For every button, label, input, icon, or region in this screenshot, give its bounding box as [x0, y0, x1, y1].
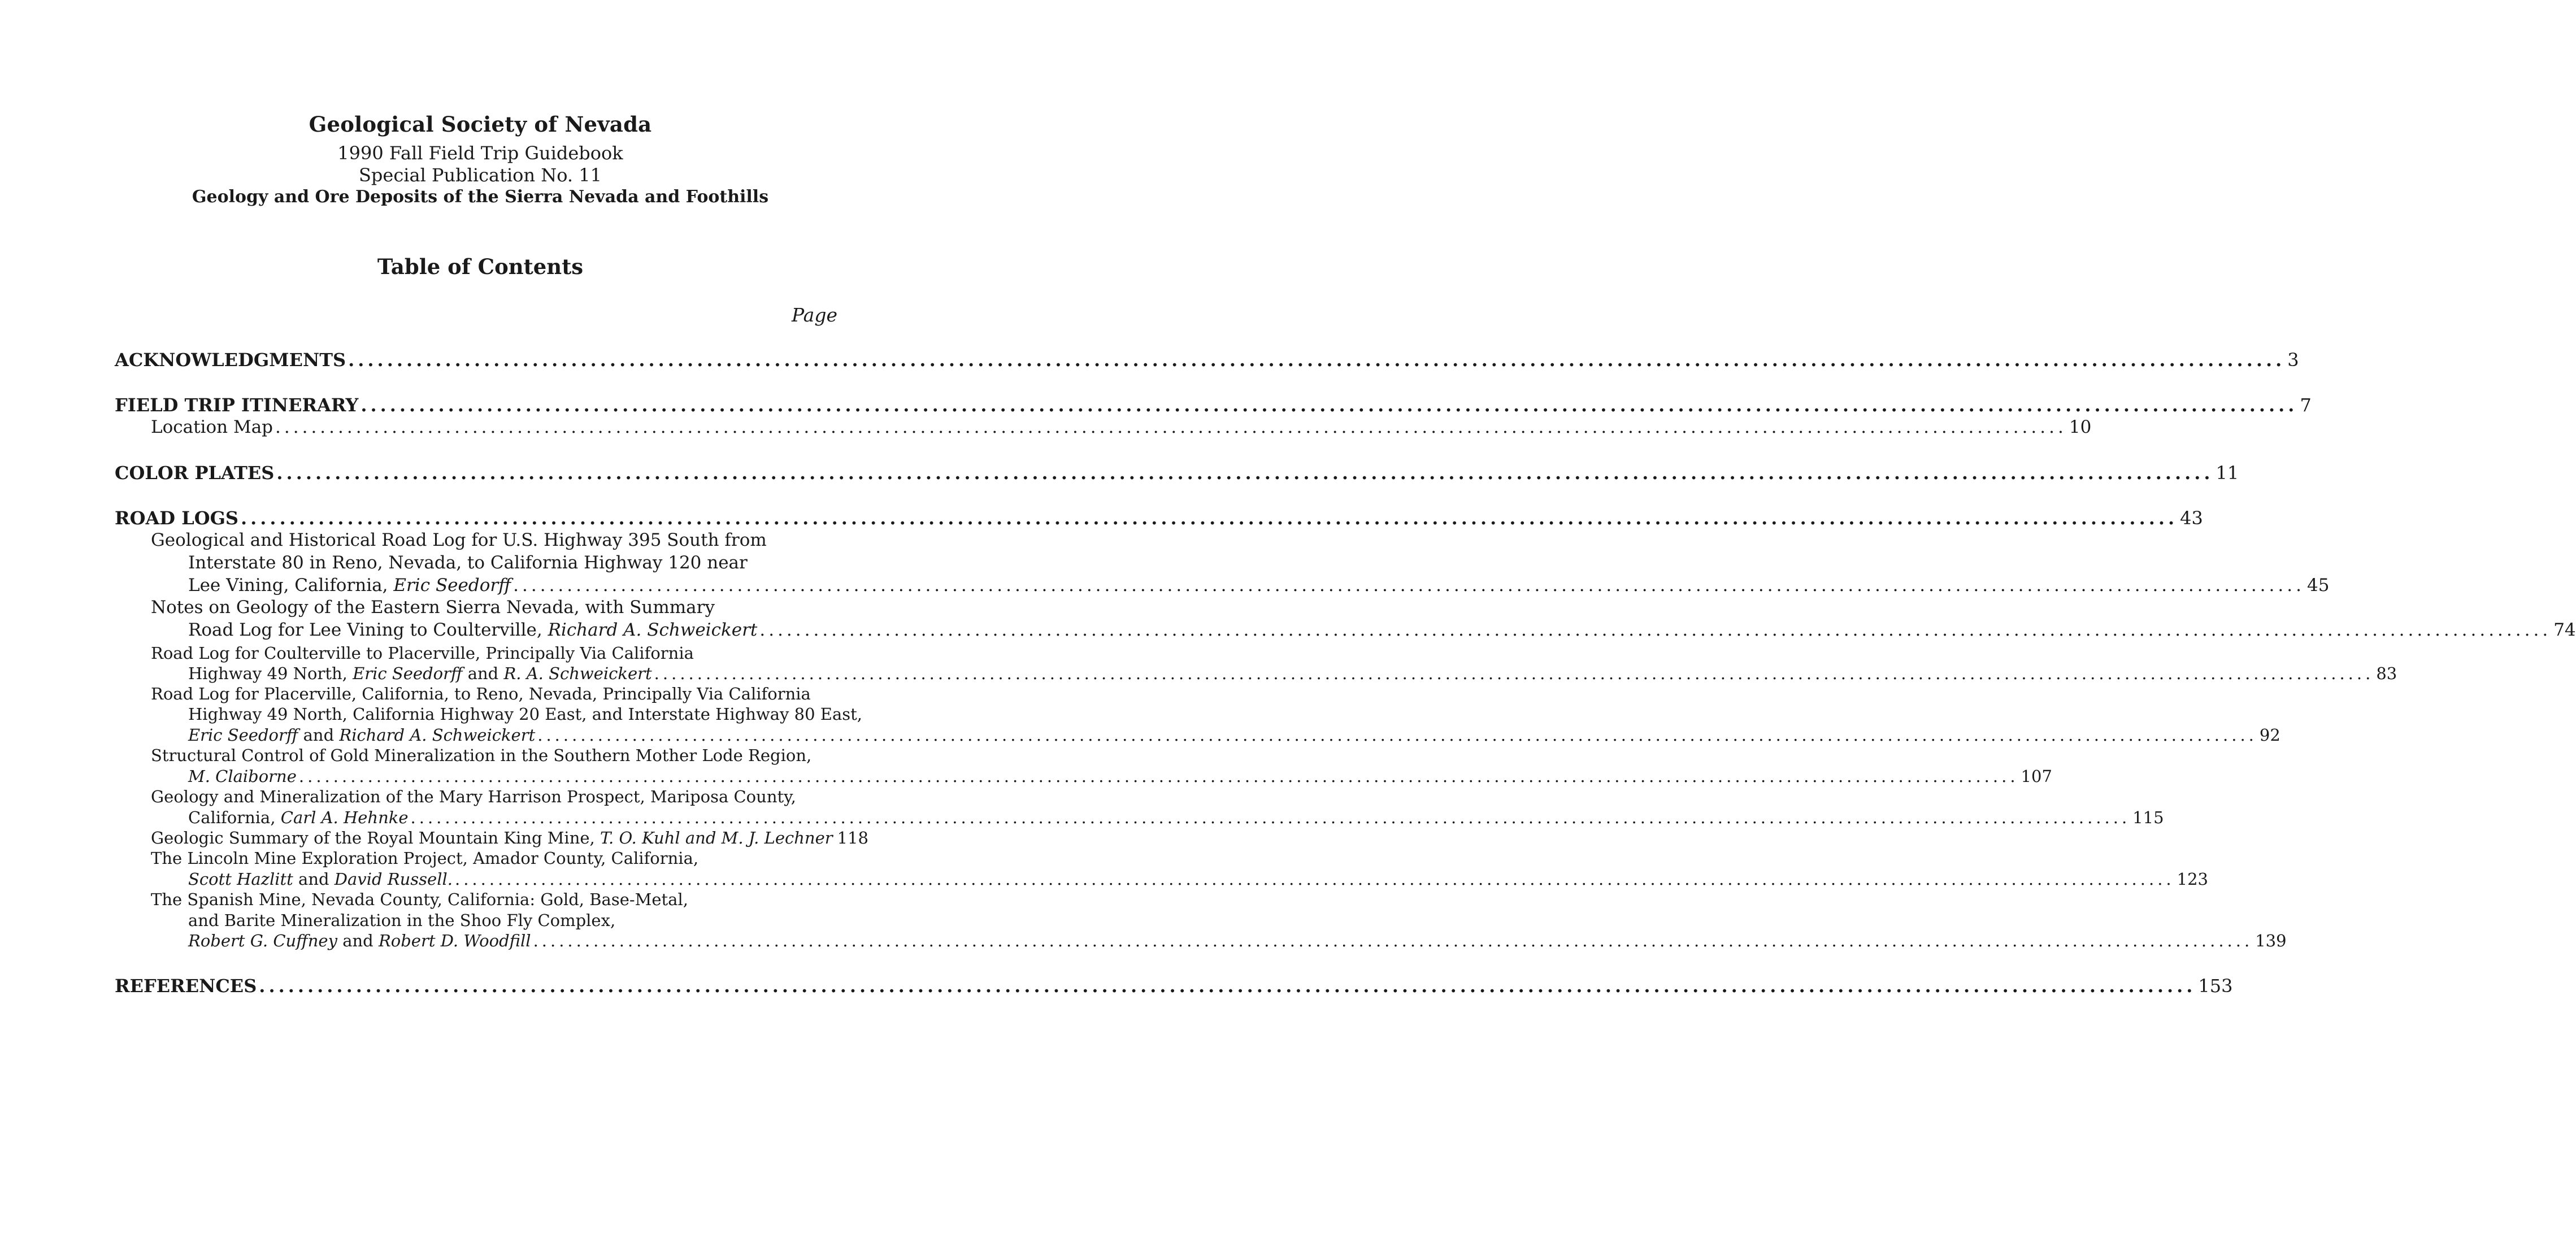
guidebook-theme: Geology and Ore Deposits of the Sierra Nevada and Foothills [192, 187, 769, 207]
dot-leader: ........................................................................................................................................................................................................ [537, 725, 2257, 745]
author-name: Carl A. Hehnke [280, 808, 409, 827]
toc-entry-continuation [188, 870, 2208, 889]
dot-leader: ........................................................................................................................................................................................................ [298, 767, 2019, 786]
author-name: Richard A. Schweickert [339, 725, 536, 745]
dot-leader: ........................................................................................................................................................................................................ [533, 931, 2253, 950]
page-column-label: Page [791, 304, 837, 326]
toc-entry-title-line: California, [188, 808, 276, 827]
conjunction: and [303, 725, 335, 745]
toc-entry-acknowledgments[interactable] [115, 349, 2299, 371]
dot-leader: ........................................................................................................................................................................................................ [241, 507, 2178, 529]
toc-page-number: 92 [2259, 725, 2280, 745]
author-name: R. A. Schweickert [503, 664, 652, 683]
toc-entry-lincoln-mine[interactable] [151, 849, 838, 868]
dot-leader: ........................................................................................................................................................................................................ [259, 975, 2196, 997]
conjunction: and [298, 870, 329, 889]
author-name: T. O. Kuhl and M. J. Lechner [600, 828, 833, 847]
author-name: Robert D. Woodfill [378, 931, 531, 950]
author-name: Eric Seedorff [393, 575, 511, 596]
toc-entry-continuation [188, 705, 862, 724]
dot-leader: ........................................................................................................................................................................................................ [276, 462, 2214, 484]
toc-entry-title-line: Structural Control of Gold Mineralization in the Southern Mother Lode Region, [151, 746, 812, 765]
toc-entry-itinerary[interactable] [115, 394, 2312, 416]
toc-page-number: 83 [2376, 664, 2397, 683]
dot-leader: ........................................................................................................................................................................................................ [513, 575, 2305, 596]
author-name: Robert G. Cuffney [188, 931, 337, 950]
toc-entry-title-line: Highway 49 North, [188, 664, 347, 683]
toc-entry-road-logs[interactable] [115, 507, 2203, 529]
toc-entry-label: ACKNOWLEDGMENTS [115, 349, 346, 371]
toc-page-number: 43 [2180, 507, 2203, 529]
toc-entry-title-line: The Lincoln Mine Exploration Project, Amador County, California, [151, 849, 699, 868]
toc-entry-mary-harrison[interactable] [151, 787, 838, 806]
toc-entry-continuation [188, 931, 2287, 950]
dot-leader: ........................................................................................................................................................................................................ [759, 620, 2552, 640]
dot-leader: ........................................................................................................................................................................................................ [348, 349, 2286, 371]
toc-entry-title-line: Interstate 80 in Reno, Nevada, to California Highway 120 near [188, 553, 748, 573]
toc-entry-title-line: Geological and Historical Road Log for U.S. Highway 395 South from [151, 530, 767, 550]
author-name: Scott Hazlitt [188, 870, 293, 889]
toc-entry-placerville-reno[interactable] [151, 684, 838, 703]
toc-entry-label: ROAD LOGS [115, 507, 238, 529]
dot-leader: ........................................................................................................................................................................................................ [654, 664, 2374, 683]
toc-entry-title-line: Road Log for Coulterville to Placerville, Principally Via California [151, 644, 694, 663]
toc-page-number: 107 [2021, 767, 2052, 786]
toc-page-number: 115 [2132, 808, 2164, 827]
toc-entry-title-line: Highway 49 North, California Highway 20 East, and Interstate Highway 80 East, [188, 705, 862, 724]
toc-entry-royal-mountain-king[interactable] [151, 828, 868, 847]
toc-entry-label: REFERENCES [115, 975, 257, 997]
toc-entry-title-line: Geology and Mineralization of the Mary Harrison Prospect, Mariposa County, [151, 787, 796, 806]
toc-entry-label: Location Map [151, 417, 273, 437]
conjunction: and [342, 931, 373, 950]
toc-entry-road-log-395[interactable] [151, 530, 838, 550]
toc-entry-continuation [188, 664, 2397, 683]
toc-page-number: 11 [2216, 462, 2239, 484]
toc-page-number: 139 [2255, 931, 2287, 950]
toc-heading: Table of Contents [377, 254, 584, 279]
toc-entry-continuation [188, 911, 838, 930]
toc-page-number: 153 [2198, 975, 2233, 997]
author-name: Eric Seedorff [353, 664, 463, 683]
toc-page-number: 45 [2306, 575, 2330, 596]
toc-entry-title-line: and Barite Mineralization in the Shoo Fly Complex, [188, 911, 616, 930]
toc-page-number: 74 [2553, 620, 2576, 640]
toc-entry-label: COLOR PLATES [115, 462, 275, 484]
toc-entry-references[interactable] [115, 975, 2233, 997]
toc-entry-continuation [188, 575, 2330, 596]
publication-number: Special Publication No. 11 [359, 164, 602, 186]
dot-leader: ........................................................................................................................................................................................................ [454, 870, 2175, 889]
document-title: Geological Society of Nevada [309, 112, 652, 137]
toc-entry-eastern-sierra-notes[interactable] [151, 597, 838, 618]
dot-leader: ........................................................................................................................................................................................................ [360, 394, 2298, 416]
toc-entry-location-map[interactable] [151, 417, 2092, 437]
dot-leader: ........................................................................................................................................................................................................ [410, 808, 2131, 827]
toc-entry-spanish-mine[interactable] [151, 890, 838, 909]
toc-entry-continuation [188, 725, 2280, 745]
toc-entry-title-line: Lee Vining, California, [188, 575, 388, 596]
conjunction: and [467, 664, 499, 683]
toc-entry-title-line: The Spanish Mine, Nevada County, California: Gold, Base-Metal, [151, 890, 688, 909]
toc-entry-continuation [188, 767, 2052, 786]
author-name: Eric Seedorff [188, 725, 298, 745]
toc-entry-structural-control[interactable] [151, 746, 838, 765]
dot-leader: ........................................................................................................................................................................................................ [275, 417, 2067, 437]
toc-entry-coulterville-placerville[interactable] [151, 644, 838, 663]
toc-page-number: 3 [2287, 349, 2299, 371]
toc-entry-title-line: Road Log for Placerville, California, to Reno, Nevada, Principally Via California [151, 684, 811, 703]
author-name: Richard A. Schweickert [548, 620, 758, 640]
toc-entry-label: FIELD TRIP ITINERARY [115, 394, 359, 416]
toc-entry-continuation [188, 620, 2576, 640]
toc-page-number: 123 [2177, 870, 2208, 889]
toc-entry-title-line: Road Log for Lee Vining to Coulterville, [188, 620, 542, 640]
toc-entry-title-line: Notes on Geology of the Eastern Sierra Nevada, with Summary [151, 597, 715, 618]
guidebook-subtitle: 1990 Fall Field Trip Guidebook [337, 142, 623, 164]
author-name: David Russell. [334, 870, 453, 889]
author-name: M. Claiborne [188, 767, 297, 786]
toc-page-number: 118 [837, 828, 868, 847]
toc-page-number: 10 [2069, 417, 2092, 437]
toc-entry-color-plates[interactable] [115, 462, 2239, 484]
toc-entry-title-line: Geologic Summary of the Royal Mountain King Mine, [151, 828, 595, 847]
toc-page-number: 7 [2300, 394, 2312, 416]
toc-entry-continuation [188, 808, 2164, 827]
toc-entry-continuation [188, 553, 838, 573]
